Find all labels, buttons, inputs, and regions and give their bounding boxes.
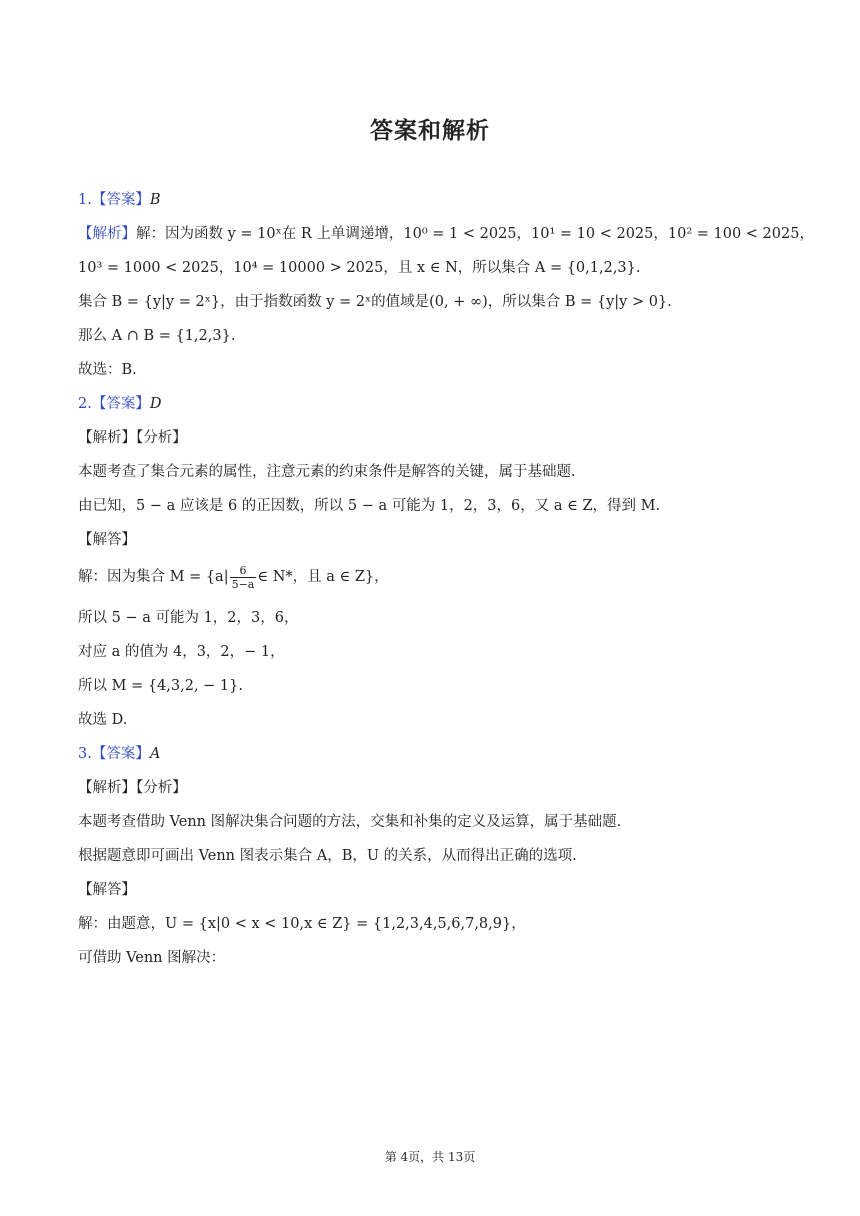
fraction-numerator: 6 xyxy=(230,564,257,578)
q2-text-6: 所以 M = {4,3,2, − 1}. xyxy=(78,678,243,694)
fraction-denominator: 5−a xyxy=(231,577,255,591)
q2-text-4: 所以 5 − a 可能为 1，2，3，6， xyxy=(78,610,299,626)
q2-text-1: 本题考查了集合元素的属性，注意元素的约束条件是解答的关键，属于基础题. xyxy=(78,464,576,480)
q2-text-3 xyxy=(78,560,798,604)
q2-text-2: 由已知，5 − a 应该是 6 的正因数，所以 5 − a 可能为 1，2，3，6，又 a ∈ Z，得到 M. xyxy=(78,498,661,514)
q3-text-2: 根据题意即可画出 Venn 图表示集合 A，B，U 的关系，从而得出正确的选项. xyxy=(78,848,577,864)
q1-answer-tag: 【答案】 xyxy=(91,192,150,208)
q3-text-3: 解：由题意，U = {x|0 < x < 10,x ∈ Z} = {1,2,3,4,5,6,7,8,9}， xyxy=(78,916,526,932)
q2-answer-tag: 【答案】 xyxy=(91,396,150,412)
q3-answer-tag: 【答案】 xyxy=(91,746,150,762)
q2-analysis-head: 【解析】【分析】 xyxy=(78,430,187,446)
q3-solve-tag: 【解答】 xyxy=(78,882,136,898)
q2-solve-tag: 【解答】 xyxy=(78,532,136,548)
q1-analysis-tag: 【解析】 xyxy=(78,226,136,242)
q3-text-4: 可借助 Venn 图解决： xyxy=(78,950,226,966)
q1-number: 1. xyxy=(78,192,92,208)
q2-fraction xyxy=(230,564,257,591)
q1-text-1: 解：因为函数 y = 10ˣ在 R 上单调递增，10⁰ = 1 < 2025，10¹ = 10 < 2025，10² = 100 < 2025， xyxy=(136,226,814,242)
q2-answer-line xyxy=(78,390,798,424)
q2-text-7: 故选 D. xyxy=(78,712,128,728)
page-title: 答案和解析 xyxy=(370,118,490,144)
q2-answer: D xyxy=(149,396,162,412)
q1-choice-line: 故选：B. xyxy=(78,362,137,378)
q2-text-5: 对应 a 的值为 4，3，2，− 1， xyxy=(78,644,285,660)
q3-text-1: 本题考查借助 Venn 图解决集合问题的方法，交集和补集的定义及运算，属于基础题. xyxy=(78,814,622,830)
q1-analysis-line-1 xyxy=(78,220,814,254)
q3-number: 3. xyxy=(78,746,92,762)
q3-answer: A xyxy=(149,746,161,762)
q2-text-3-post: ∈ N*，且 a ∈ Z}， xyxy=(257,569,389,585)
q1-answer-line xyxy=(78,186,798,220)
q2-text-3-pre: 解：因为集合 M = {a| xyxy=(78,569,229,585)
q1-analysis-line-2: 10³ = 1000 < 2025，10⁴ = 10000 > 2025，且 x ∈ N，所以集合 A = {0,1,2,3}. xyxy=(78,260,641,276)
answer-content xyxy=(78,186,814,978)
q3-analysis-head: 【解析】【分析】 xyxy=(78,780,187,796)
q2-number: 2. xyxy=(78,396,92,412)
q1-analysis-line-3: 集合 B = {y|y = 2ˣ}，由于指数函数 y = 2ˣ的值域是(0, + ∞)，所以集合 B = {y|y > 0}. xyxy=(78,294,672,310)
page-footer: 第 4页，共 13页 xyxy=(384,1150,476,1164)
q3-answer-line xyxy=(78,740,798,774)
q1-analysis-line-4: 那么 A ∩ B = {1,2,3}. xyxy=(78,328,236,344)
q1-answer: B xyxy=(149,192,161,208)
